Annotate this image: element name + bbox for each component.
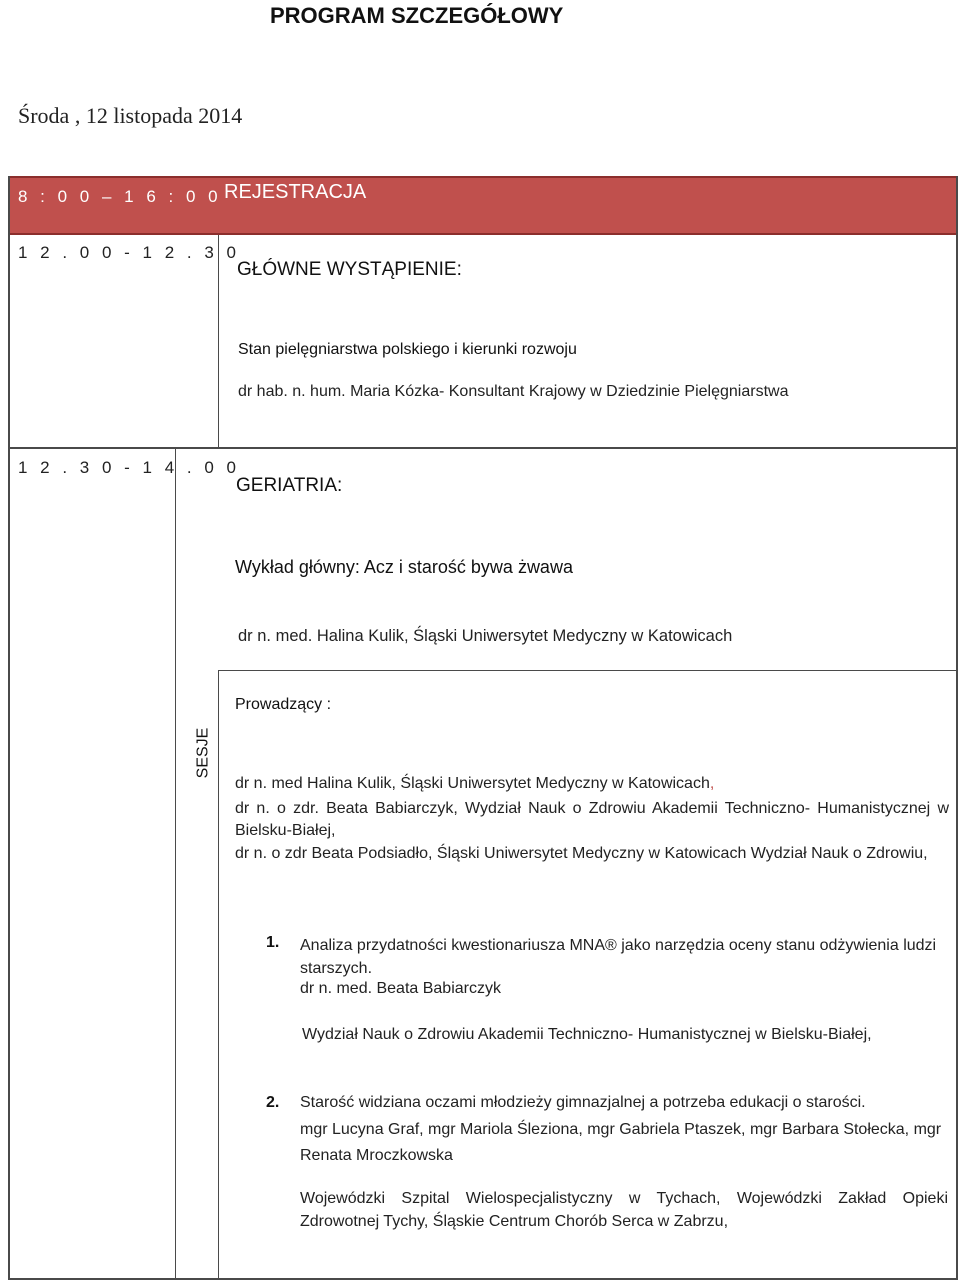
talk-speakers: mgr Lucyna Graf, mgr Mariola Śleziona, mgr Gabriela Ptaszek, mgr Barbara Stołecka, mgr Renata Mroczkowska: [300, 1121, 942, 1164]
registration-time: 8 : 0 0 – 1 6 : 0 0: [18, 187, 222, 206]
keynote-heading: GŁÓWNE WYSTĄPIENIE:: [237, 259, 462, 280]
column-divider-sessions: [218, 670, 219, 1278]
sessions-label-text: SESJE: [194, 727, 212, 779]
column-divider-keynote: [218, 235, 219, 447]
main-lecture-speaker: dr n. med. Halina Kulik, Śląski Uniwersytet Medyczny w Katowicach: [238, 627, 733, 645]
row-divider-moderators: [218, 670, 956, 671]
moderators-label: Prowadzący :: [235, 696, 332, 713]
geriatria-time: 1 2 . 3 0 - 1 4 . 0 0: [18, 458, 240, 477]
keynote-time: 1 2 . 0 0 - 1 2 . 3 0: [18, 243, 240, 262]
talk-title: Starość widziana oczami młodzieży gimnazjalnej a potrzeba edukacji o starości.: [300, 1094, 866, 1111]
moderator-trail: ,: [709, 775, 715, 792]
talk-number: 2.: [266, 1094, 280, 1111]
keynote-speaker: dr hab. n. hum. Maria Kózka- Konsultant Krajowy w Dziedzinie Pielęgniarstwa: [238, 383, 789, 400]
program-date: Środa , 12 listopada 2014: [18, 103, 243, 128]
talk-affiliation: Wojewódzki Szpital Wielospecjalistyczny w Tychach, Wojewódzki Zakład Opieki Zdrowotnej Tychy, Śląskie Centrum Chorób Serca w Zabrzu,: [300, 1190, 948, 1230]
moderator-item: dr n. o zdr Beata Podsiadło, Śląski Uniwersytet Medyczny w Katowicach Wydział Nauk o Zdrowiu,: [235, 845, 928, 862]
talk-speaker: dr n. med. Beata Babiarczyk: [300, 980, 501, 997]
sessions-label: [186, 727, 212, 779]
moderator-item: [235, 775, 714, 793]
talk-number: 1.: [266, 934, 280, 951]
row-divider-keynote: [8, 447, 958, 449]
moderator-item: dr n. o zdr. Beata Babiarczyk, Wydział Nauk o Zdrowiu Akademii Techniczno- Humanistycznej w Bielsku-Białej,: [235, 800, 949, 839]
moderator-text: dr n. med Halina Kulik, Śląski Uniwersytet Medyczny w Katowicach: [235, 775, 710, 792]
table-border-left: [8, 176, 10, 1280]
page-title: PROGRAM SZCZEGÓŁOWY: [270, 3, 564, 28]
table-border-bottom: [8, 1278, 958, 1280]
talk-title: Analiza przydatności kwestionariusza MNA® jako narzędzia oceny stanu odżywienia ludzi starszych.: [300, 937, 937, 977]
registration-label: REJESTRACJA: [224, 181, 367, 203]
keynote-title: Stan pielęgniarstwa polskiego i kierunki rozwoju: [238, 341, 577, 358]
table-border-right: [956, 176, 958, 1280]
talk-affiliation: Wydział Nauk o Zdrowiu Akademii Techniczno- Humanistycznej w Bielsku-Białej,: [302, 1026, 872, 1043]
geriatria-heading: GERIATRIA:: [236, 475, 343, 496]
column-divider-time: [175, 449, 176, 1278]
main-lecture-title: Wykład główny: Acz i starość bywa żwawa: [235, 557, 573, 577]
